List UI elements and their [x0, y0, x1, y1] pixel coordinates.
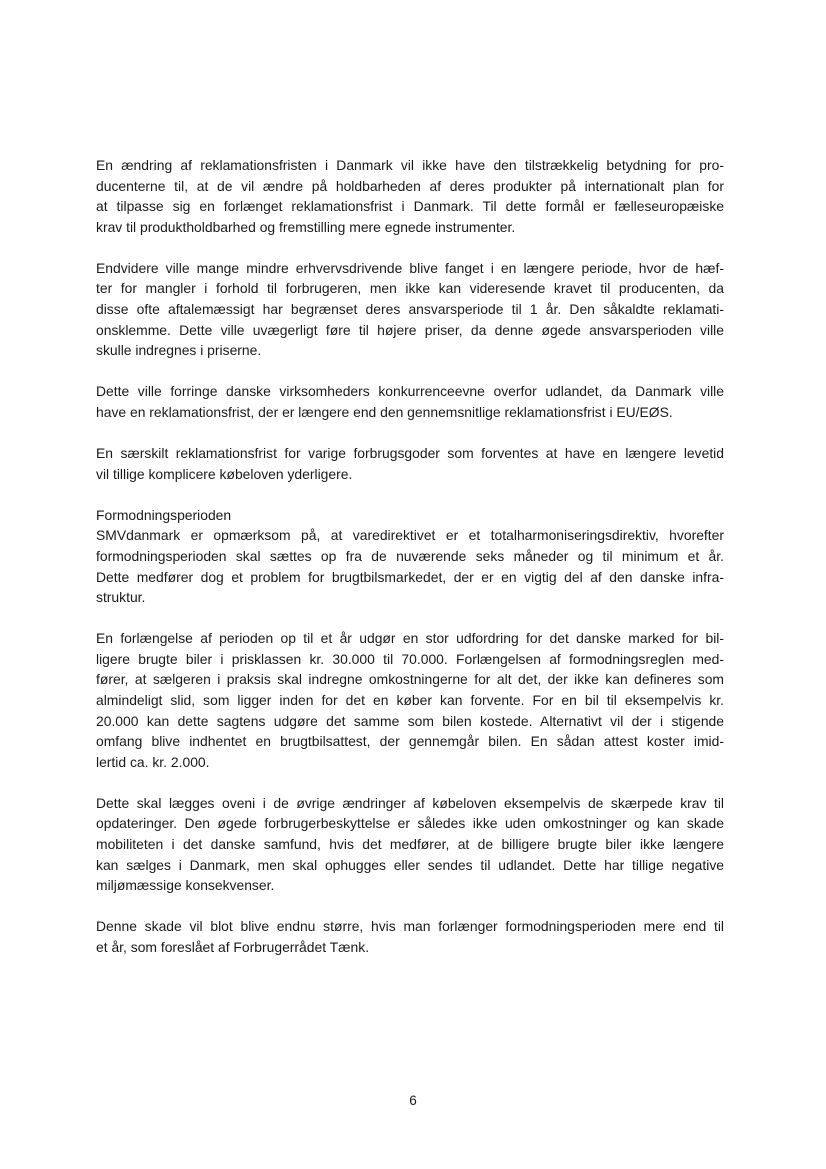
text-line: Dette medfører dog et problem for brugtbilsmarkedet, der er en vigtig del af den danske infra- [96, 568, 724, 585]
text-line: at tilpasse sig en forlænget reklamationsfrist i Danmark. Til dette formål er fælleseuropæiske [96, 198, 724, 215]
text-line: opdateringer. Den øgede forbrugerbeskyttelse er således ikke uden omkostninger og kan skade [96, 815, 724, 832]
text-line: have en reklamationsfrist, der er længere end den gennemsnitlige reklamationsfrist i EU/EØS. [96, 403, 673, 420]
paragraph-gap [96, 772, 724, 793]
paragraph-reklamationsfrist-producenter [96, 155, 724, 237]
text-line: En ændring af reklamationsfristen i Danmark vil ikke have den tilstrækkelig betydning for pro- [96, 157, 724, 173]
text-line: mobiliteten i det danske samfund, hvis det medfører, at de billigere brugte biler ikke længere [96, 836, 724, 853]
text-line: En forlængelse af perioden op til et år udgør en stor udfordring for det danske marked for bil- [96, 630, 724, 647]
paragraph-smvdanmark [96, 525, 724, 607]
text-line: skulle indregnes i priserne. [96, 342, 262, 359]
paragraph-gap [96, 608, 724, 629]
text-line: almindeligt slid, som ligger inden for det en køber kan forvente. For en bil til eksempelvis kr. [96, 691, 724, 708]
text-line: onsklemme. Dette ville uvægerligt føre til højere priser, da denne øgede ansvarsperioden ville [96, 321, 724, 338]
text-line: formodningsperioden skal sættes op fra de nuværende seks måneder og til minimum et år. [96, 547, 724, 564]
paragraph-varige-forbrugsgoder [96, 443, 724, 484]
paragraph-konkurrenceevne [96, 381, 724, 422]
text-line: lertid ca. kr. 2.000. [96, 753, 210, 770]
text-line: ligere brugte biler i prisklassen kr. 30.000 til 70.000. Forlængelsen af formodningsreglen med- [96, 650, 724, 667]
paragraph-forlaengelse [96, 628, 724, 772]
text-line: ter for mangler i forhold til forbrugeren, men ikke kan videresende kravet til producenten, da [96, 280, 724, 297]
text-line: Endvidere ville mange mindre erhvervsdrivende blive fanget i en længere periode, hvor de hæf- [96, 259, 724, 276]
paragraph-gap [96, 361, 724, 382]
paragraph-gap [96, 896, 724, 917]
text-line: miljømæssige konsekvenser. [96, 877, 275, 894]
text-line: 20.000 kan dette sagtens udgøre det samme som bilen kostede. Alternativt vil der i stigende [96, 712, 724, 729]
text-line: En særskilt reklamationsfrist for varige forbrugsgoder som forventes at have en længere levetid [96, 445, 724, 462]
text-line: vil tillige komplicere købeloven yderligere. [96, 465, 353, 482]
text-line: omfang blive indhentet en brugtbilsattest, der gennemgår bilen. En sådan attest koster imid- [96, 733, 724, 750]
page-number: 6 [409, 1093, 417, 1108]
text-line: Dette skal lægges oveni i de øvrige ændringer af købeloven eksempelvis de skærpede krav til [96, 794, 724, 811]
paragraph-oevrige-aendringer [96, 793, 724, 896]
paragraph-gap [96, 237, 724, 258]
text-line: Dette ville forringe danske virksomheders konkurrenceevne overfor udlandet, da Danmark ville [96, 383, 724, 400]
paragraph-endnu-stoerre [96, 916, 724, 957]
paragraph-gap [96, 423, 724, 444]
text-line: et år, som foreslået af Forbrugerrådet Tænk. [96, 938, 370, 955]
text-line: SMVdanmark er opmærksom på, at varedirektivet er et totalharmoniseringsdirektiv, hvorefter [96, 527, 724, 544]
page-body [96, 155, 724, 958]
text-line: Denne skade vil blot blive endnu større, hvis man forlænger formodningsperioden mere end til [96, 918, 724, 935]
text-line: struktur. [96, 589, 146, 606]
paragraph-gap [96, 484, 724, 505]
paragraph-erhvervsdrivende [96, 258, 724, 361]
text-line: fører, at sælgeren i praksis skal indregne omkostningerne for alt det, der ikke kan defineres som [96, 671, 724, 688]
text-line: krav til produktholdbarhed og fremstilling mere egnede instrumenter. [96, 218, 516, 235]
text-line: disse ofte aftalemæssigt har begrænset deres ansvarsperiode til 1 år. Den såkaldte reklamati- [96, 301, 724, 318]
text-line: ducenterne til, at de vil ændre på holdbarheden af deres produkter på internationalt plan for [96, 177, 724, 194]
text-line: kan sælges i Danmark, men skal ophugges eller sendes til udlandet. Dette har tillige negative [96, 856, 724, 873]
section-heading: Formodningsperioden [96, 506, 232, 523]
